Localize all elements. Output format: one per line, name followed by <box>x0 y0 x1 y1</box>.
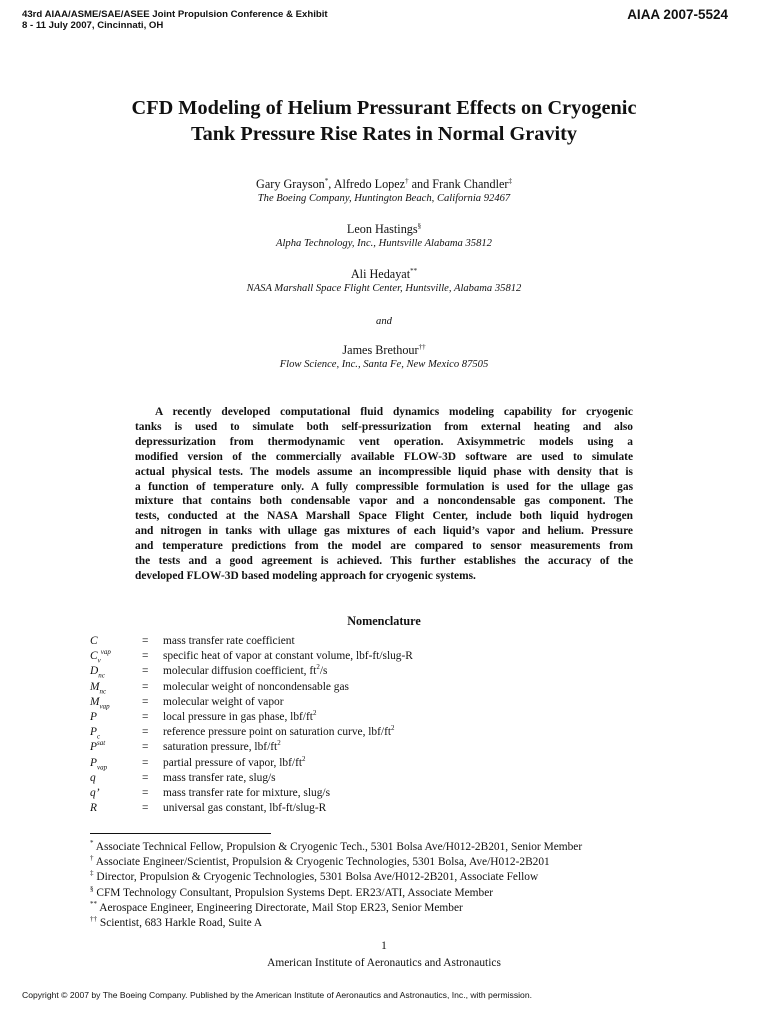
definition-superscript: 2 <box>312 709 317 718</box>
symbol-subscript: c <box>96 732 101 741</box>
nomenclature-row <box>90 710 690 725</box>
title-line-1: CFD Modeling of Helium Pressurant Effects on Cryogenic <box>131 97 637 119</box>
footnotes <box>90 840 710 931</box>
nomenclature-row <box>90 725 690 740</box>
footnote-mark: § <box>90 884 94 893</box>
nomenclature-heading: Nomenclature <box>347 614 421 628</box>
nomenclature-definition <box>163 664 327 679</box>
conference-name: 43rd AIAA/ASME/SAE/ASEE Joint Propulsion Conference & Exhibit <box>22 9 328 20</box>
definition-superscript: 2 <box>391 724 395 733</box>
nomenclature-row <box>90 664 690 679</box>
abstract-line: depressurization from thermodynamic vent operation. Axisymmetric models using a <box>135 435 633 448</box>
nomenclature-definition <box>163 710 316 725</box>
symbol-subscript: vap <box>96 762 108 771</box>
definition-text: saturation pressure, lbf/ft <box>163 741 278 754</box>
symbol-superscript: sat <box>96 739 106 748</box>
equals-sign: = <box>142 695 149 708</box>
conference-date-location: 8 - 11 July 2007, Cincinnati, OH <box>22 20 164 31</box>
abstract-line: A recently developed computational fluid dynamics modeling capability for cryogenic <box>155 406 633 418</box>
nomenclature-symbol <box>90 740 105 755</box>
equals-sign: = <box>142 665 149 678</box>
abstract-line: and temperature predictions from the model are compared to sensor measurements from <box>135 540 633 553</box>
footnote-text: Aerospace Engineer, Engineering Directorate, Mail Stop ER23, Senior Member <box>99 901 463 914</box>
definition-suffix: /s <box>319 665 328 678</box>
equals-sign: = <box>142 680 149 693</box>
equals-sign: = <box>142 635 149 647</box>
author-affiliation: The Boeing Company, Huntington Beach, California 92467 <box>257 193 511 204</box>
author-name: Ali Hedayat <box>350 267 411 281</box>
nomenclature-definition <box>163 756 306 771</box>
author-mark: †† <box>418 342 426 351</box>
nomenclature-definition <box>163 680 349 695</box>
nomenclature-row <box>90 771 690 786</box>
nomenclature-row <box>90 801 690 816</box>
abstract <box>135 405 633 584</box>
equals-sign: = <box>142 786 149 799</box>
definition-text: molecular diffusion coefficient, ft <box>163 665 317 678</box>
footnote-mark: †† <box>90 915 97 924</box>
author-names <box>0 222 768 237</box>
author-mark: † <box>405 176 409 185</box>
symbol-base: P <box>90 710 97 723</box>
abstract-line: actual physical tests. The models assume an incompressible liquid phase with density that is <box>135 465 633 478</box>
symbol-superscript: vap <box>100 648 111 657</box>
author-block-alpha <box>0 222 768 250</box>
symbol-base: M <box>90 695 100 708</box>
nomenclature-row <box>90 740 690 755</box>
footnote <box>90 840 710 855</box>
nomenclature-definition <box>163 740 281 755</box>
author-mark: ‡ <box>508 176 512 185</box>
footnote <box>90 855 710 870</box>
nomenclature-row <box>90 634 690 649</box>
symbol-subscript: nc <box>99 686 107 695</box>
equals-sign: = <box>142 741 149 754</box>
abstract-line: modified version of the commercially available FLOW-3D software are used to simulate <box>135 450 633 463</box>
symbol-base: q <box>90 771 96 784</box>
author-mark: § <box>417 221 422 230</box>
symbol-base: P <box>90 726 97 739</box>
footnote-mark: ** <box>90 900 97 909</box>
definition-text: molecular weight of noncondensable gas <box>163 680 349 693</box>
footnote-rule <box>90 833 271 834</box>
author-name: James Brethour <box>342 343 419 357</box>
definition-text: mass transfer rate coefficient <box>163 635 295 647</box>
author-block-flow-science <box>0 343 768 371</box>
footnote-text: Associate Technical Fellow, Propulsion & Cryogenic Tech., 5301 Bolsa Ave/H012-2B201, Senior Member <box>95 841 583 853</box>
definition-text: mass transfer rate, slug/s <box>163 771 276 784</box>
footnote-mark: ‡ <box>90 869 94 878</box>
abstract-line: and nitrogen in tanks with ullage gas mixtures of each liquid’s vapor and helium. Pressure <box>135 525 633 538</box>
definition-text: specific heat of vapor at constant volume, lbf-ft/slug-R <box>163 650 413 663</box>
author-affiliation: Flow Science, Inc., Santa Fe, New Mexico 87505 <box>279 359 489 370</box>
nomenclature-list <box>90 634 690 816</box>
definition-text: local pressure in gas phase, lbf/ft <box>163 710 313 723</box>
nomenclature-definition <box>163 771 276 786</box>
footnote-text: CFM Technology Consultant, Propulsion Systems Dept. ER23/ATI, Associate Member <box>96 886 494 899</box>
abstract-line: mixture that contains both condensable vapor and a noncondensable gas component. The <box>135 495 633 508</box>
definition-text: partial pressure of vapor, lbf/ft <box>163 756 303 769</box>
nomenclature-definition <box>163 725 395 740</box>
abstract-line: developed FLOW-3D based modeling approach for cryogenic systems. <box>135 569 476 582</box>
symbol-base: D <box>90 665 99 678</box>
conference-header <box>22 9 328 31</box>
author-names <box>0 343 768 358</box>
symbol-base: q’ <box>90 786 100 799</box>
equals-sign: = <box>142 710 149 723</box>
footnote <box>90 886 710 901</box>
nomenclature-row <box>90 680 690 695</box>
equals-sign: = <box>142 650 149 663</box>
equals-sign: = <box>142 802 149 815</box>
author-block-boeing <box>0 177 768 205</box>
nomenclature-definition <box>163 634 295 649</box>
author-name: Alfredo Lopez <box>333 177 406 191</box>
nomenclature-definition <box>163 695 284 710</box>
footnote-text: Director, Propulsion & Cryogenic Technologies, 5301 Bolsa Ave/H012-2B201, Associate Fellow <box>96 871 539 884</box>
symbol-base: R <box>90 802 97 815</box>
footnote-mark: † <box>90 854 94 863</box>
symbol-subscript: v <box>97 656 101 665</box>
footnote <box>90 870 710 885</box>
author-name: Frank Chandler <box>432 177 509 191</box>
nomenclature-row <box>90 649 690 664</box>
symbol-base: P <box>90 741 97 754</box>
footnote <box>90 916 710 931</box>
page-number: 1 <box>381 940 387 952</box>
definition-text: reference pressure point on saturation curve, lbf/ft <box>163 726 392 739</box>
symbol-base: C <box>90 635 98 647</box>
copyright-notice: Copyright © 2007 by The Boeing Company. Published by the American Institute of Aeronautics and Astronautics, Inc., with permission. <box>22 990 532 1000</box>
author-block-nasa <box>0 267 768 295</box>
institute-name: American Institute of Aeronautics and Astronautics <box>267 957 501 969</box>
author-names <box>0 177 768 192</box>
nomenclature-row <box>90 786 690 801</box>
definition-text: mass transfer rate for mixture, slug/s <box>163 786 331 799</box>
nomenclature-definition <box>163 801 326 816</box>
author-mark: ** <box>410 266 418 275</box>
author-mark: * <box>324 176 329 185</box>
footnote-text: Scientist, 683 Harkle Road, Suite A <box>99 917 263 930</box>
definition-superscript: 2 <box>277 739 281 748</box>
equals-sign: = <box>142 756 149 769</box>
footnote-text: Associate Engineer/Scientist, Propulsion & Cryogenic Technologies, 5301 Bolsa, Ave/H012-2B201 <box>95 856 550 869</box>
abstract-line: a function of temperature only. A fully compressible formulation is used for the ullage gas <box>135 480 633 493</box>
definition-text: universal gas constant, lbf-ft/slug-R <box>163 802 327 815</box>
abstract-line: tests, conducted at the NASA Marshall Space Flight Center, include both liquid hydrogen <box>135 510 633 523</box>
symbol-base: M <box>90 680 100 693</box>
symbol-base: P <box>90 756 97 769</box>
author-affiliation: Alpha Technology, Inc., Huntsville Alabama 35812 <box>276 238 492 249</box>
paper-title <box>0 95 768 147</box>
author-separator: and <box>408 177 433 191</box>
nomenclature-row <box>90 695 690 710</box>
symbol-base: C <box>90 650 98 663</box>
nomenclature-definition <box>163 649 413 664</box>
nomenclature-symbol <box>90 786 100 801</box>
paper-id: AIAA 2007-5524 <box>627 7 728 22</box>
nomenclature-row <box>90 756 690 771</box>
nomenclature-symbol <box>90 771 96 786</box>
nomenclature-symbol <box>90 634 98 649</box>
equals-sign: = <box>142 726 149 739</box>
footnote <box>90 901 710 916</box>
author-separator: , <box>328 177 334 191</box>
nomenclature-symbol <box>90 710 97 725</box>
author-affiliation: NASA Marshall Space Flight Center, Huntsville, Alabama 35812 <box>246 283 522 294</box>
symbol-subscript: nc <box>98 671 105 680</box>
abstract-line: tanks is used to simulate both self-pressurization from external heating and also <box>135 420 633 433</box>
symbol-subscript: vap <box>99 702 110 711</box>
and-word: and <box>376 316 392 327</box>
author-names <box>0 267 768 282</box>
definition-text: molecular weight of vapor <box>163 695 284 708</box>
nomenclature-symbol <box>90 801 97 816</box>
abstract-line: the tests and a good agreement is achieved. This further establishes the accuracy of the <box>135 555 633 568</box>
equals-sign: = <box>142 771 149 784</box>
author-name: Gary Grayson <box>256 177 325 191</box>
nomenclature-definition <box>163 786 330 801</box>
title-line-2: Tank Pressure Rise Rates in Normal Gravity <box>190 123 578 145</box>
definition-superscript: 2 <box>316 663 320 672</box>
author-name: Leon Hastings <box>346 222 418 236</box>
definition-superscript: 2 <box>302 754 306 763</box>
footnote-mark: * <box>90 839 94 848</box>
